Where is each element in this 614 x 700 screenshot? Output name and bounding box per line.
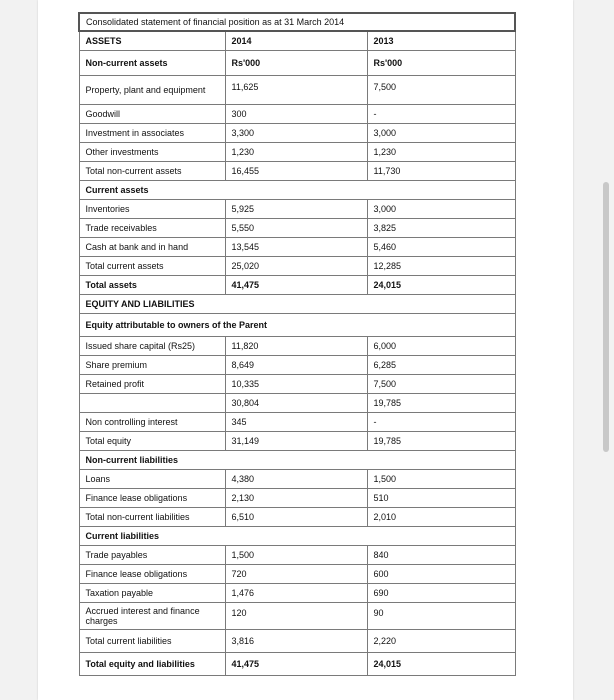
vertical-scrollbar[interactable] bbox=[603, 182, 609, 452]
row-value-prior: 3,825 bbox=[367, 219, 515, 238]
row-value-prior: 12,285 bbox=[367, 257, 515, 276]
row-value-prior: - bbox=[367, 105, 515, 124]
financial-position-table bbox=[78, 12, 516, 676]
row-value-prior: 840 bbox=[367, 546, 515, 565]
row-value-current: 300 bbox=[225, 105, 367, 124]
section-row bbox=[79, 451, 515, 470]
statement-title: Consolidated statement of financial position as at 31 March 2014 bbox=[79, 13, 515, 31]
table-row bbox=[79, 603, 515, 630]
section-row bbox=[79, 314, 515, 337]
row-label: Total equity bbox=[79, 432, 225, 451]
row-value-prior: 6,000 bbox=[367, 337, 515, 356]
row-label: Non controlling interest bbox=[79, 413, 225, 432]
row-value-prior: - bbox=[367, 413, 515, 432]
row-value-prior: 7,500 bbox=[367, 76, 515, 105]
row-value-current: 30,804 bbox=[225, 394, 367, 413]
row-value-current: 25,020 bbox=[225, 257, 367, 276]
row-label: Trade payables bbox=[79, 546, 225, 565]
row-value-current: 1,500 bbox=[225, 546, 367, 565]
table-row bbox=[79, 546, 515, 565]
table-row bbox=[79, 394, 515, 413]
row-value-current: 3,816 bbox=[225, 630, 367, 653]
row-value-prior: 24,015 bbox=[367, 653, 515, 676]
row-value-current: 31,149 bbox=[225, 432, 367, 451]
row-value-prior: 11,730 bbox=[367, 162, 515, 181]
table-row bbox=[79, 238, 515, 257]
row-value-current: 4,380 bbox=[225, 470, 367, 489]
table-row bbox=[79, 124, 515, 143]
table-row bbox=[79, 565, 515, 584]
row-value-current: 5,925 bbox=[225, 200, 367, 219]
row-label: Property, plant and equipment bbox=[79, 76, 225, 105]
row-label: Total non-current assets bbox=[79, 162, 225, 181]
row-value-prior: 690 bbox=[367, 584, 515, 603]
document-page bbox=[38, 0, 573, 700]
section-row bbox=[79, 181, 515, 200]
row-value-prior: 24,015 bbox=[367, 276, 515, 295]
row-label: Issued share capital (Rs25) bbox=[79, 337, 225, 356]
unit-current: Rs'000 bbox=[225, 51, 367, 76]
row-value-prior: 2,010 bbox=[367, 508, 515, 527]
table-row bbox=[79, 219, 515, 238]
table-row bbox=[79, 630, 515, 653]
row-label: Cash at bank and in hand bbox=[79, 238, 225, 257]
row-value-prior: 5,460 bbox=[367, 238, 515, 257]
section-row bbox=[79, 527, 515, 546]
table-row bbox=[79, 470, 515, 489]
row-value-prior: 3,000 bbox=[367, 200, 515, 219]
current-assets-heading: Current assets bbox=[79, 181, 515, 200]
year-current-header: 2014 bbox=[225, 31, 367, 51]
table-row bbox=[79, 508, 515, 527]
row-value-current: 1,476 bbox=[225, 584, 367, 603]
row-value-prior: 6,285 bbox=[367, 356, 515, 375]
row-value-prior: 7,500 bbox=[367, 375, 515, 394]
row-label: Total non-current liabilities bbox=[79, 508, 225, 527]
row-value-current: 345 bbox=[225, 413, 367, 432]
current-liabilities-heading: Current liabilities bbox=[79, 527, 515, 546]
table-row bbox=[79, 356, 515, 375]
row-value-current: 720 bbox=[225, 565, 367, 584]
row-value-current: 13,545 bbox=[225, 238, 367, 257]
row-value-current: 11,625 bbox=[225, 76, 367, 105]
row-label: Investment in associates bbox=[79, 124, 225, 143]
table-row bbox=[79, 143, 515, 162]
equity-liabilities-heading: EQUITY AND LIABILITIES bbox=[79, 295, 515, 314]
row-label: Inventories bbox=[79, 200, 225, 219]
row-value-prior: 19,785 bbox=[367, 394, 515, 413]
total-assets-row bbox=[79, 276, 515, 295]
non-current-assets-heading: Non-current assets bbox=[79, 51, 225, 76]
row-value-prior: 600 bbox=[367, 565, 515, 584]
table-row bbox=[79, 200, 515, 219]
row-value-current: 8,649 bbox=[225, 356, 367, 375]
equity-parent-heading: Equity attributable to owners of the Parent bbox=[79, 314, 515, 337]
table-row bbox=[79, 162, 515, 181]
section-row bbox=[79, 295, 515, 314]
title-row bbox=[79, 13, 515, 31]
row-label: Accrued interest and finance charges bbox=[79, 603, 225, 630]
row-label: Loans bbox=[79, 470, 225, 489]
row-label: Goodwill bbox=[79, 105, 225, 124]
table-row bbox=[79, 76, 515, 105]
unit-prior: Rs'000 bbox=[367, 51, 515, 76]
row-value-prior: 1,230 bbox=[367, 143, 515, 162]
year-prior-header: 2013 bbox=[367, 31, 515, 51]
table-row bbox=[79, 413, 515, 432]
row-label: Share premium bbox=[79, 356, 225, 375]
row-value-current: 120 bbox=[225, 603, 367, 630]
row-value-current: 1,230 bbox=[225, 143, 367, 162]
row-value-current: 41,475 bbox=[225, 653, 367, 676]
table-row bbox=[79, 105, 515, 124]
row-value-current: 6,510 bbox=[225, 508, 367, 527]
row-label: Taxation payable bbox=[79, 584, 225, 603]
row-label: Total current liabilities bbox=[79, 630, 225, 653]
row-value-prior: 19,785 bbox=[367, 432, 515, 451]
non-current-liabilities-heading: Non-current liabilities bbox=[79, 451, 515, 470]
table-row bbox=[79, 584, 515, 603]
row-label: Total current assets bbox=[79, 257, 225, 276]
header-row bbox=[79, 31, 515, 51]
table-row bbox=[79, 375, 515, 394]
row-label: Total assets bbox=[79, 276, 225, 295]
table-row bbox=[79, 257, 515, 276]
row-value-current: 5,550 bbox=[225, 219, 367, 238]
row-value-current: 10,335 bbox=[225, 375, 367, 394]
row-label bbox=[79, 394, 225, 413]
table-row bbox=[79, 489, 515, 508]
row-value-prior: 1,500 bbox=[367, 470, 515, 489]
assets-heading: ASSETS bbox=[79, 31, 225, 51]
row-value-prior: 510 bbox=[367, 489, 515, 508]
row-label: Finance lease obligations bbox=[79, 565, 225, 584]
row-label: Retained profit bbox=[79, 375, 225, 394]
row-value-current: 41,475 bbox=[225, 276, 367, 295]
row-value-prior: 90 bbox=[367, 603, 515, 630]
row-value-prior: 2,220 bbox=[367, 630, 515, 653]
row-label: Total equity and liabilities bbox=[79, 653, 225, 676]
table-row bbox=[79, 432, 515, 451]
row-label: Finance lease obligations bbox=[79, 489, 225, 508]
total-equity-liabilities-row bbox=[79, 653, 515, 676]
row-value-current: 16,455 bbox=[225, 162, 367, 181]
row-value-current: 3,300 bbox=[225, 124, 367, 143]
table-row bbox=[79, 337, 515, 356]
row-value-current: 2,130 bbox=[225, 489, 367, 508]
units-row bbox=[79, 51, 515, 76]
row-value-prior: 3,000 bbox=[367, 124, 515, 143]
row-value-current: 11,820 bbox=[225, 337, 367, 356]
row-label: Trade receivables bbox=[79, 219, 225, 238]
row-label: Other investments bbox=[79, 143, 225, 162]
